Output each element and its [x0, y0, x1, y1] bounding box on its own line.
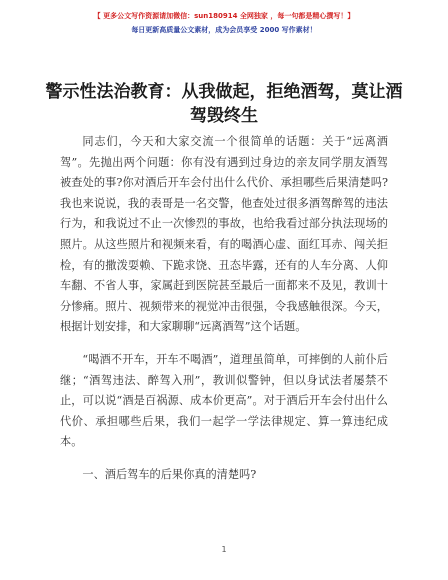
document-title: 警示性法治教育：从我做起，拒绝酒驾，莫让酒驾毁终生 [45, 82, 403, 126]
paragraph-law: “喝酒不开车，开车不喝酒”，道理虽简单，可摔倒的人前仆后继；“酒驾违法、醉驾入刑”，教训似警钟，但以身试法者屡禁不止，可以说“酒是百祸源、成本价更高”。对于酒后开车会付出什么代价、承担哪些后果，我们一起学一学法律规定、算一算违纪成本。 [60, 352, 388, 449]
promo-banner-top: 【 更多公文写作资源请加微信：sun180914 全网独家 ，每一句都是精心撰写！】 [93, 12, 355, 20]
section-heading-1: 一、酒后驾车的后果你真的清楚吗? [82, 467, 257, 481]
promo-banner-bottom: 每日更新高质量公文素材，成为会员享受 2000 写作素材！ [131, 26, 317, 34]
page-number: 1 [221, 545, 227, 554]
document-body [60, 132, 388, 498]
paragraph-intro: 同志们，今天和大家交流一个很简单的话题：关于“远离酒驾”。先抛出两个问题：你有没有遇到过身边的亲友同学朋友酒驾被查处的事?你对酒后开车会付出什么代价、承担哪些后果清楚吗?我也来说说，我的表哥是一名交警，他查处过很多酒驾醉驾的违法行为，和我说过不止一次惨烈的事故，也给我看过部分执法现场的照片。从这些照片和视频来看，有的喝酒心虚、面红耳赤、闯关拒检，有的撒泼耍赖、下跪求饶、丑态毕露，还有的人车分离、人仰车翻、不省人事，家属赶到医院甚至最后一面都来不及见，教训十分惨痛。照片、视频带来的视觉冲击很强，令我感触很深。今天，根据计划安排，和大家聊聊“远离酒驾”这个话题。 [60, 135, 388, 334]
